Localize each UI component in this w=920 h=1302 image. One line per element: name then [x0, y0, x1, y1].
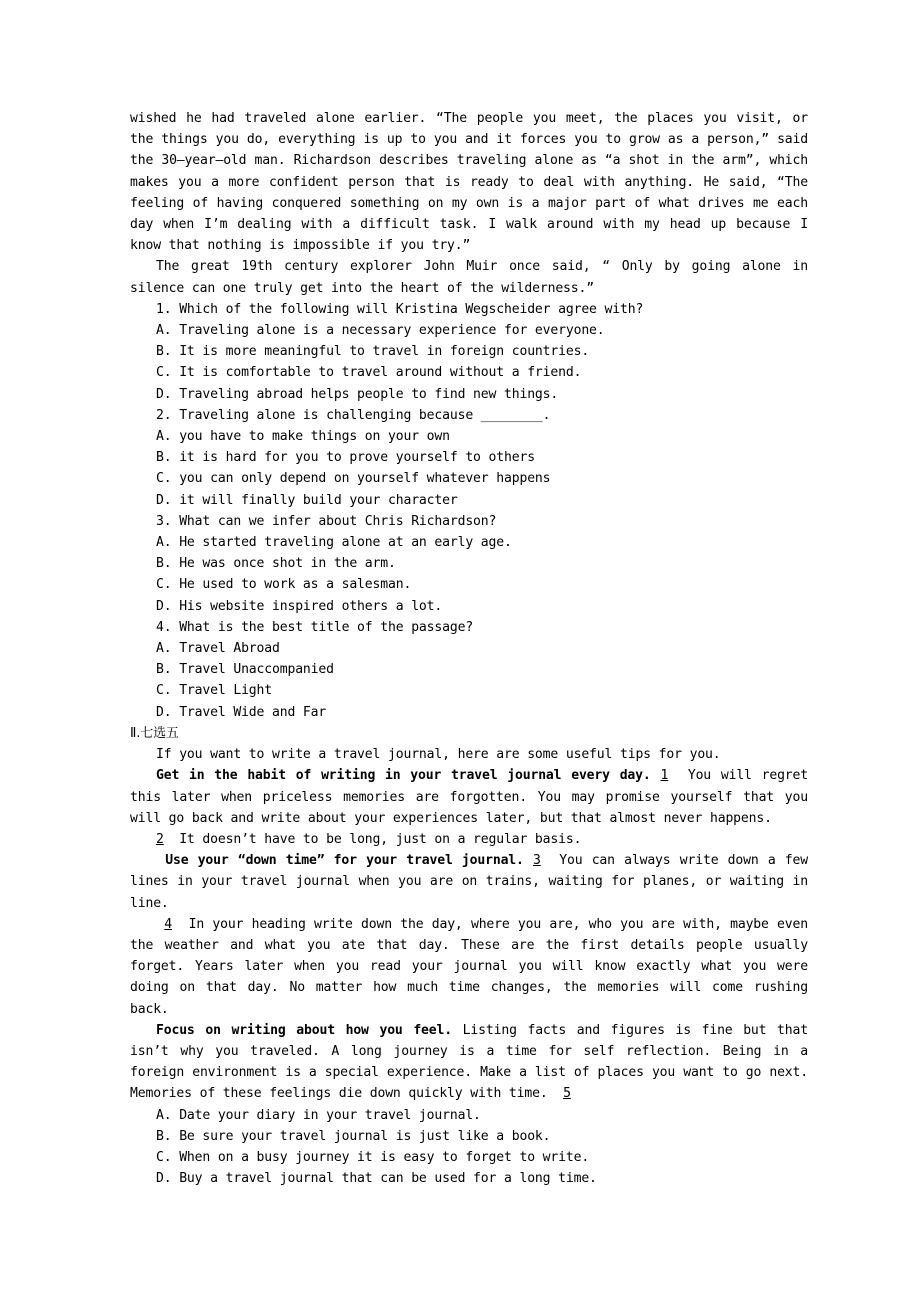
passage-paragraph: The great 19th century explorer John Muir once said, “ Only by going alone in silence can one truly get into the heart of the wilderness.”: [130, 259, 816, 296]
tip-paragraph: [130, 1020, 816, 1105]
blank-marker: 4: [164, 916, 173, 932]
document-content: [130, 108, 816, 1189]
choice-item: D. Buy a travel journal that can be used for a long time.: [156, 1171, 597, 1187]
answer-option: A. Travel Abroad: [156, 641, 280, 657]
answer-option: B. It is more meaningful to travel in foreign countries.: [156, 344, 590, 360]
tip-lead: Use your “down time” for your travel journal.: [165, 853, 524, 869]
answer-option: D. Travel Wide and Far: [156, 704, 327, 720]
answer-option: B. He was once shot in the arm.: [156, 556, 396, 572]
question-stem: 4. What is the best title of the passage?: [156, 619, 474, 635]
answer-option: D. His website inspired others a lot.: [156, 598, 443, 614]
tip-body: Listing facts and figures is fine but that isn’t why you traveled. A long journey is a time for self reflection. Being in a foreign environment is a special experience. Make a list of places you want to go next. Memories of these feelings die down quickly with time.: [130, 1022, 816, 1102]
blank-marker: 5: [563, 1086, 571, 1102]
section-heading-text: Ⅱ.七选五: [130, 725, 179, 741]
question-stem: 1. Which of the following will Kristina Wegscheider agree with?: [156, 301, 644, 317]
tip-paragraph: [130, 765, 816, 829]
blank-marker: 2: [156, 831, 164, 847]
tip-body: In your heading write down the day, where you are, who you are with, maybe even the weather and what you ate that day. These are the first details people usually forget. Years later when you read your journal you will know exactly what you were doing on that day. No matter how much time changes, the memories will come rushing back.: [130, 916, 816, 1017]
answer-option: C. Travel Light: [156, 683, 272, 699]
choice-item: C. When on a busy journey it is easy to forget to write.: [156, 1149, 590, 1165]
answer-option: B. it is hard for you to prove yourself to others: [156, 450, 535, 466]
blank-marker: 3: [533, 853, 541, 869]
tip-body: It doesn’t have to be long, just on a regular basis.: [179, 831, 582, 847]
tip-lead: Get in the habit of writing in your travel journal every day.: [156, 768, 651, 784]
passage-paragraph: wished he had traveled alone earlier. “The people you meet, the places you visit, or the things you do, everything is up to you and it forces you to grow as a person,” said the 30—year—old man. Richardson describes traveling alone as “a shot in the arm”, which makes you a more confident person that is ready to deal with anything. He said, “The feeling of having conquered something on my own is a major part of what drives me each day when I’m dealing with a difficult task. I walk around with my head up because I know that nothing is impossible if you try.”: [130, 111, 816, 254]
tip-lead: Focus on writing about how you feel.: [156, 1022, 452, 1038]
answer-option: A. Traveling alone is a necessary experience for everyone.: [156, 323, 605, 339]
tip-paragraph: [130, 914, 816, 1020]
answer-option: D. it will finally build your character: [156, 492, 458, 508]
section-intro: If you want to write a travel journal, here are some useful tips for you.: [156, 747, 721, 763]
question-stem: 3. What can we infer about Chris Richardson?: [156, 513, 497, 529]
choice-item: B. Be sure your travel journal is just like a book.: [156, 1128, 551, 1144]
tip-body: You can always write down a few lines in your travel journal when you are on trains, waiting for planes, or waiting in line.: [130, 853, 816, 911]
question-stem: 2. Traveling alone is challenging because ________.: [156, 407, 551, 423]
choice-item: A. Date your diary in your travel journal.: [156, 1107, 481, 1123]
answer-option: B. Travel Unaccompanied: [156, 662, 334, 678]
answer-option: C. He used to work as a salesman.: [156, 577, 412, 593]
answer-option: C. you can only depend on yourself whatever happens: [156, 471, 551, 487]
answer-option: D. Traveling abroad helps people to find new things.: [156, 386, 559, 402]
tip-paragraph: [130, 829, 808, 850]
answer-option: A. you have to make things on your own: [156, 429, 450, 445]
tip-body: You will regret this later when priceless memories are forgotten. You may promise yourself that you will go back and write about your experiences later, but that almost never happens.: [130, 768, 816, 826]
tip-paragraph: [130, 850, 816, 914]
section-heading: [130, 723, 808, 744]
answer-option: C. It is comfortable to travel around without a friend.: [156, 365, 582, 381]
answer-option: A. He started traveling alone at an early age.: [156, 535, 512, 551]
blank-marker: 1: [660, 768, 669, 784]
